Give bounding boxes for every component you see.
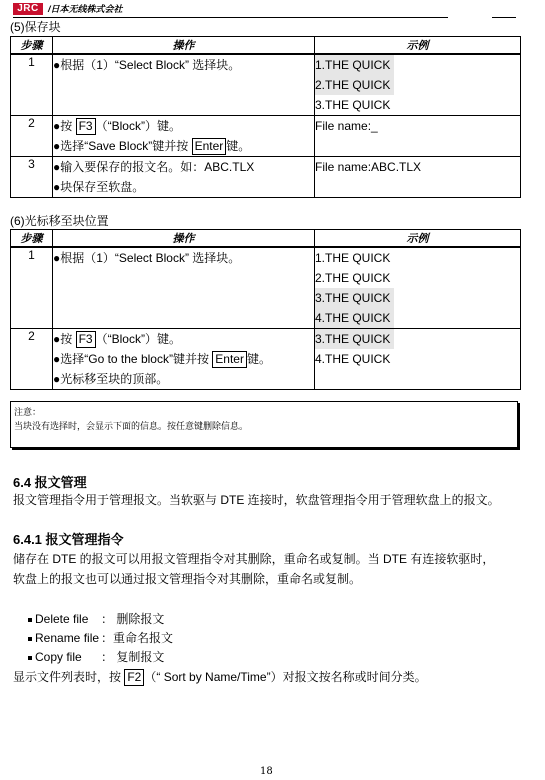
header-rule-right: [492, 17, 516, 18]
example-line: File name:ABC.TLX: [315, 160, 422, 174]
section-heading-6-4: 6.4 报文管理: [13, 475, 87, 490]
text: ●按: [53, 332, 76, 346]
example-line: 1.THE QUICK: [315, 251, 391, 265]
table-row: [11, 116, 521, 157]
section-6-4-1-line1: 储存在 DTE 的报文可以用报文管理指令对其删除，重命名或复制。当 DTE 有连接软驱时，: [13, 552, 495, 566]
section6-table: [10, 229, 521, 390]
separator: ：: [101, 631, 114, 645]
section-heading-6-4-1: 6.4.1 报文管理指令: [13, 532, 124, 547]
example-line: [315, 55, 520, 75]
key-enter: Enter: [192, 138, 227, 155]
note-text: 当块没有选择时，会显示下面的信息。按任意键删除信息。: [14, 421, 249, 431]
operation-line: ●输入要保存的报文名。如：ABC.TLX: [53, 160, 255, 174]
step-number: 2: [11, 116, 53, 157]
text: （“Block”）键。: [95, 119, 181, 133]
command-name: Rename file: [35, 631, 100, 645]
highlighted-text: 4.THE QUICK: [315, 308, 394, 328]
command-name: Copy file: [35, 650, 82, 664]
table-row: [11, 54, 521, 116]
operation-line: ●根据（1）“Select Block” 选择块。: [53, 251, 241, 265]
key-f2: F2: [124, 669, 144, 686]
operation-cell: [53, 157, 315, 198]
text: ●选择“Go to the block”键并按: [53, 352, 213, 366]
text: ●按: [53, 119, 76, 133]
operation-cell: [53, 116, 315, 157]
operation-cell: [53, 54, 315, 116]
column-header-example: 示例: [315, 37, 521, 55]
column-header-operation: 操作: [53, 37, 315, 55]
example-cell: [315, 247, 521, 329]
column-header-operation: 操作: [53, 230, 315, 248]
operation-cell: [53, 329, 315, 390]
operation-cell: [53, 247, 315, 329]
operation-line: ●块保存至软盘。: [53, 180, 145, 194]
example-line: [315, 329, 520, 349]
command-name: Delete file: [35, 612, 89, 626]
example-line: 2.THE QUICK: [315, 271, 391, 285]
column-header-step: 步骤: [11, 37, 53, 55]
separator: ：: [101, 650, 114, 664]
table-header-row: [11, 37, 521, 55]
list-item: [28, 610, 164, 629]
example-line: [315, 308, 520, 328]
column-header-example: 示例: [315, 230, 521, 248]
separator: ：: [101, 612, 114, 626]
step-number: 1: [11, 247, 53, 329]
page-number: 18: [260, 766, 273, 777]
column-header-step: 步骤: [11, 230, 53, 248]
example-line: File name:_: [315, 119, 378, 133]
section5-title: (5)保存块: [10, 20, 61, 34]
text: （“ Sort by Name/Time”）对报文按名称或时间分类。: [144, 670, 427, 684]
note-title: 注意：: [14, 407, 42, 417]
header-rule: [13, 17, 448, 18]
step-number: 1: [11, 54, 53, 116]
example-cell: [315, 116, 521, 157]
example-cell: [315, 54, 521, 116]
table-row: [11, 247, 521, 329]
highlighted-text: 3.THE QUICK: [315, 329, 394, 349]
example-line: [315, 75, 520, 95]
highlighted-text: 2.THE QUICK: [315, 75, 394, 95]
command-description: 重命名报文: [113, 631, 174, 645]
step-number: 3: [11, 157, 53, 198]
example-cell: [315, 329, 521, 390]
text: 键。: [226, 139, 251, 153]
text: 显示文件列表时，按: [13, 670, 125, 684]
highlighted-text: 3.THE QUICK: [315, 288, 394, 308]
key-enter: Enter: [212, 351, 247, 368]
command-description: 复制报文: [116, 650, 165, 664]
section5-table: [10, 36, 521, 198]
section-6-4-1-line2: 软盘上的报文也可以通过报文管理指令对其删除，重命名或复制。: [13, 572, 362, 586]
operation-line: [53, 116, 314, 136]
operation-line: [53, 136, 314, 156]
example-line: 3.THE QUICK: [315, 98, 391, 112]
list-item: [28, 629, 173, 648]
jrc-logo: JRC: [13, 3, 43, 15]
operation-line: [53, 349, 314, 369]
text: ●选择“Save Block”键并按: [53, 139, 192, 153]
sort-instruction: [13, 667, 427, 687]
table-row: [11, 157, 521, 198]
operation-line: ●光标移至块的顶部。: [53, 372, 169, 386]
bullet-icon: [28, 637, 32, 641]
note-box: [10, 401, 518, 448]
command-description: 删除报文: [116, 612, 165, 626]
bullet-icon: [28, 656, 32, 660]
key-f3: F3: [76, 331, 96, 348]
example-cell: [315, 157, 521, 198]
bullet-icon: [28, 618, 32, 622]
example-line: [315, 288, 520, 308]
operation-line: [53, 329, 314, 349]
text: 键。: [246, 352, 271, 366]
highlighted-text: 1.THE QUICK: [315, 55, 394, 75]
example-line: 4.THE QUICK: [315, 352, 391, 366]
text: （“Block”）键。: [95, 332, 181, 346]
company-name: /日本无线株式会社: [48, 4, 123, 14]
operation-line: ●根据（1）“Select Block” 选择块。: [53, 58, 241, 72]
list-item: [28, 648, 164, 667]
table-row: [11, 329, 521, 390]
key-f3: F3: [76, 118, 96, 135]
section-6-4-text: 报文管理指令用于管理报文。当软驱与 DTE 连接时，软盘管理指令用于管理软盘上的报文。: [13, 493, 500, 507]
section6-title: (6)光标移至块位置: [10, 214, 109, 228]
table-header-row: [11, 230, 521, 248]
step-number: 2: [11, 329, 53, 390]
